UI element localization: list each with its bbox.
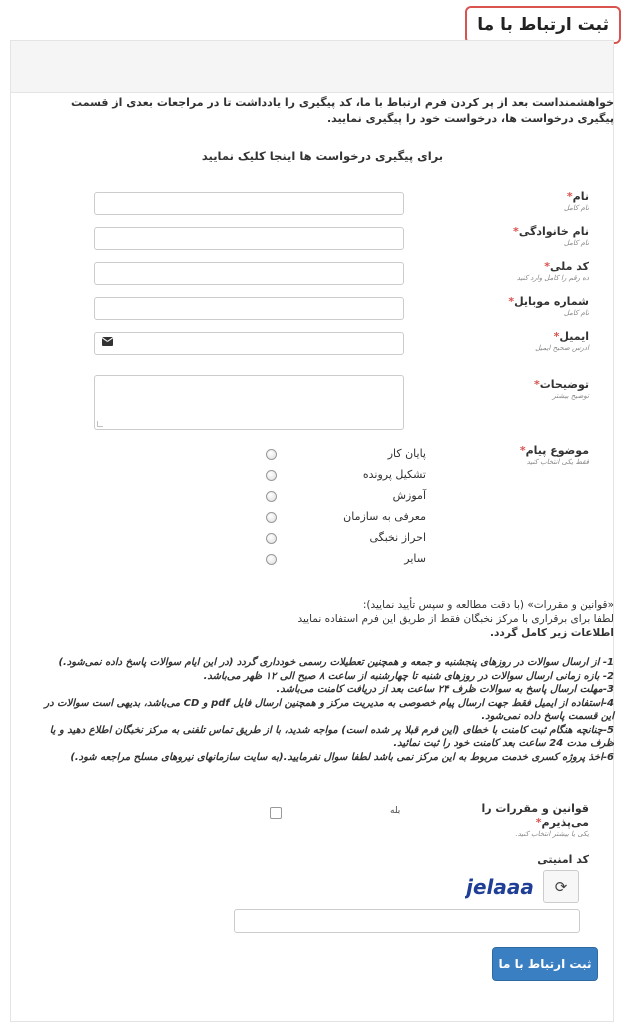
rules-line: اطلاعات زیر کامل گردد. <box>490 627 614 639</box>
subject-option[interactable] <box>266 531 426 547</box>
subject-option-label: احراز نخبگی <box>369 531 426 544</box>
radio-button[interactable] <box>266 533 277 544</box>
first-name-hint: نام کامل <box>563 204 589 212</box>
radio-button[interactable] <box>266 491 277 502</box>
resize-handle-icon[interactable] <box>97 421 103 427</box>
rules-item: 1- از ارسال سوالات در روزهای پنجشنبه و جمعه و همچنین تعطیلات رسمی خودداری گردد (در این ایام سوالات پاسخ داده نمی‌شود.) <box>58 657 614 668</box>
subject-option[interactable] <box>266 510 426 526</box>
email-hint: ادرس صحیح ایمیل <box>535 344 589 352</box>
description-label-text: توضیحات <box>539 378 589 391</box>
email-input[interactable] <box>94 332 404 355</box>
captcha-image-text: jelaaa <box>466 875 534 899</box>
rules-heading: «قوانین و مقررات» (با دقت مطالعه و سپس تأیید نمایید): <box>362 599 614 611</box>
subject-label-text: موضوع پیام <box>525 444 589 457</box>
last-name-label-text: نام خانوادگی <box>518 225 589 238</box>
track-requests-link[interactable]: برای پیگیری درخواست ها اینجا کلیک نمایید <box>201 149 444 163</box>
subject-option[interactable] <box>266 552 426 568</box>
intro-text: خواهشمنداست بعد از پر کردن فرم ارتباط با ما، کد پیگیری را یادداشت تا در مراجعات بعدی از قسمت پیگیری درخواست ها، درخواست خود را پیگیری نمایید. <box>71 96 614 125</box>
last-name-input[interactable] <box>94 227 404 250</box>
subject-option-label: پایان کار <box>387 447 426 460</box>
required-mark: * <box>535 816 542 829</box>
rules-item: 3-مهلت ارسال پاسخ به سوالات ظرف ۲۴ ساعت بعد از دریافت کامنت می‌باشد. <box>276 684 614 695</box>
card-header <box>11 41 613 93</box>
required-mark: * <box>508 295 515 308</box>
refresh-icon: ⟳ <box>554 877 568 896</box>
subject-option-label: معرفی به سازمان <box>343 510 426 523</box>
page-title: ثبت ارتباط با ما <box>465 6 621 44</box>
subject-option[interactable] <box>266 447 426 463</box>
mobile-label <box>489 295 589 318</box>
rules-line: لطفا برای برقراری با مرکز نخبگان فقط از طریق این فرم استفاده نمایید <box>297 613 614 625</box>
required-mark: * <box>533 378 540 391</box>
captcha-input[interactable] <box>234 909 580 933</box>
radio-button[interactable] <box>266 470 277 481</box>
subject-option-label: تشکیل پرونده <box>362 468 426 481</box>
first-name-input[interactable] <box>94 192 404 215</box>
national-code-input[interactable] <box>94 262 404 285</box>
radio-button[interactable] <box>266 554 277 565</box>
rules-item: 5-چنانچه هنگام ثبت کامنت با خطای (این فرم قبلا پر شده است) مواجه شدید، با از طریق تماس تلفنی به مرکز نخبگان اطلاع دهید و یا ظرف مدت 24 ساعت بعد کامنت خود را ثبت نمائید. <box>49 724 614 749</box>
refresh-captcha-button[interactable] <box>543 870 579 903</box>
national-code-label <box>489 260 589 283</box>
accept-hint: یکی یا بیشتر انتخاب کنید. <box>515 830 589 838</box>
accept-label-text: قوانین و مقررات را می‌پذیرم <box>481 802 589 829</box>
email-label-text: ایمیل <box>559 330 589 343</box>
accept-label <box>439 802 589 839</box>
radio-button[interactable] <box>266 449 277 460</box>
mobile-input[interactable] <box>94 297 404 320</box>
description-label <box>489 378 589 401</box>
radio-button[interactable] <box>266 512 277 523</box>
submit-button[interactable]: ثبت ارتباط با ما <box>492 947 598 981</box>
subject-option[interactable] <box>266 489 426 505</box>
subject-option-label: آموزش <box>392 489 426 502</box>
required-mark: * <box>566 190 573 203</box>
mobile-label-text: شماره موبایل <box>514 295 589 308</box>
captcha-label: کد امنیتی <box>537 853 589 866</box>
last-name-hint: نام کامل <box>563 239 589 247</box>
accept-option-label: بله <box>390 806 401 816</box>
subject-option[interactable] <box>266 468 426 484</box>
required-mark: * <box>553 330 560 343</box>
national-code-label-text: کد ملی <box>549 260 589 273</box>
subject-label <box>489 444 589 467</box>
first-name-label-text: نام <box>572 190 589 203</box>
required-mark: * <box>513 225 519 238</box>
rules-intro <box>34 598 614 640</box>
rules-item: 6-اخذ پروژه کسری خدمت مربوط به این مرکز نمی باشد لطفا سوال نفرمایید.(به سایت سازمانهای نیروهای مسلح مراجعه شود.) <box>70 751 614 763</box>
subject-hint: فقط یکی انتخاب کنید <box>526 458 589 466</box>
required-mark: * <box>519 444 526 457</box>
rules-item: 4-استفاده از ایمیل فقط جهت ارسال پیام خصوصی به مدیریت مرکز و همچنین ارسال فایل pdf و CD می‌باشد، بدیهی است سوالات در این قسمت پاسخ داده نمی‌شود. <box>44 697 614 722</box>
captcha-image <box>465 872 535 902</box>
national-code-hint: ده رقم را کامل وارد کنید <box>516 274 589 282</box>
description-textarea[interactable] <box>94 375 404 430</box>
envelope-icon <box>102 337 113 346</box>
mobile-hint: نام کامل <box>563 309 589 317</box>
description-hint: توضیح بیشتر <box>552 392 589 400</box>
rules-item: 2- بازه زمانی ارسال سوالات در روزهای شنبه تا چهارشنبه از ساعت ۸ صبح الی ۱۲ ظهر می‌باشد. <box>203 670 614 682</box>
required-mark: * <box>544 260 550 273</box>
accept-checkbox[interactable] <box>270 807 282 819</box>
email-label <box>489 330 589 353</box>
last-name-label <box>489 225 589 248</box>
first-name-label <box>489 190 589 213</box>
subject-option-label: سایر <box>404 552 426 565</box>
rules-list <box>34 656 614 764</box>
